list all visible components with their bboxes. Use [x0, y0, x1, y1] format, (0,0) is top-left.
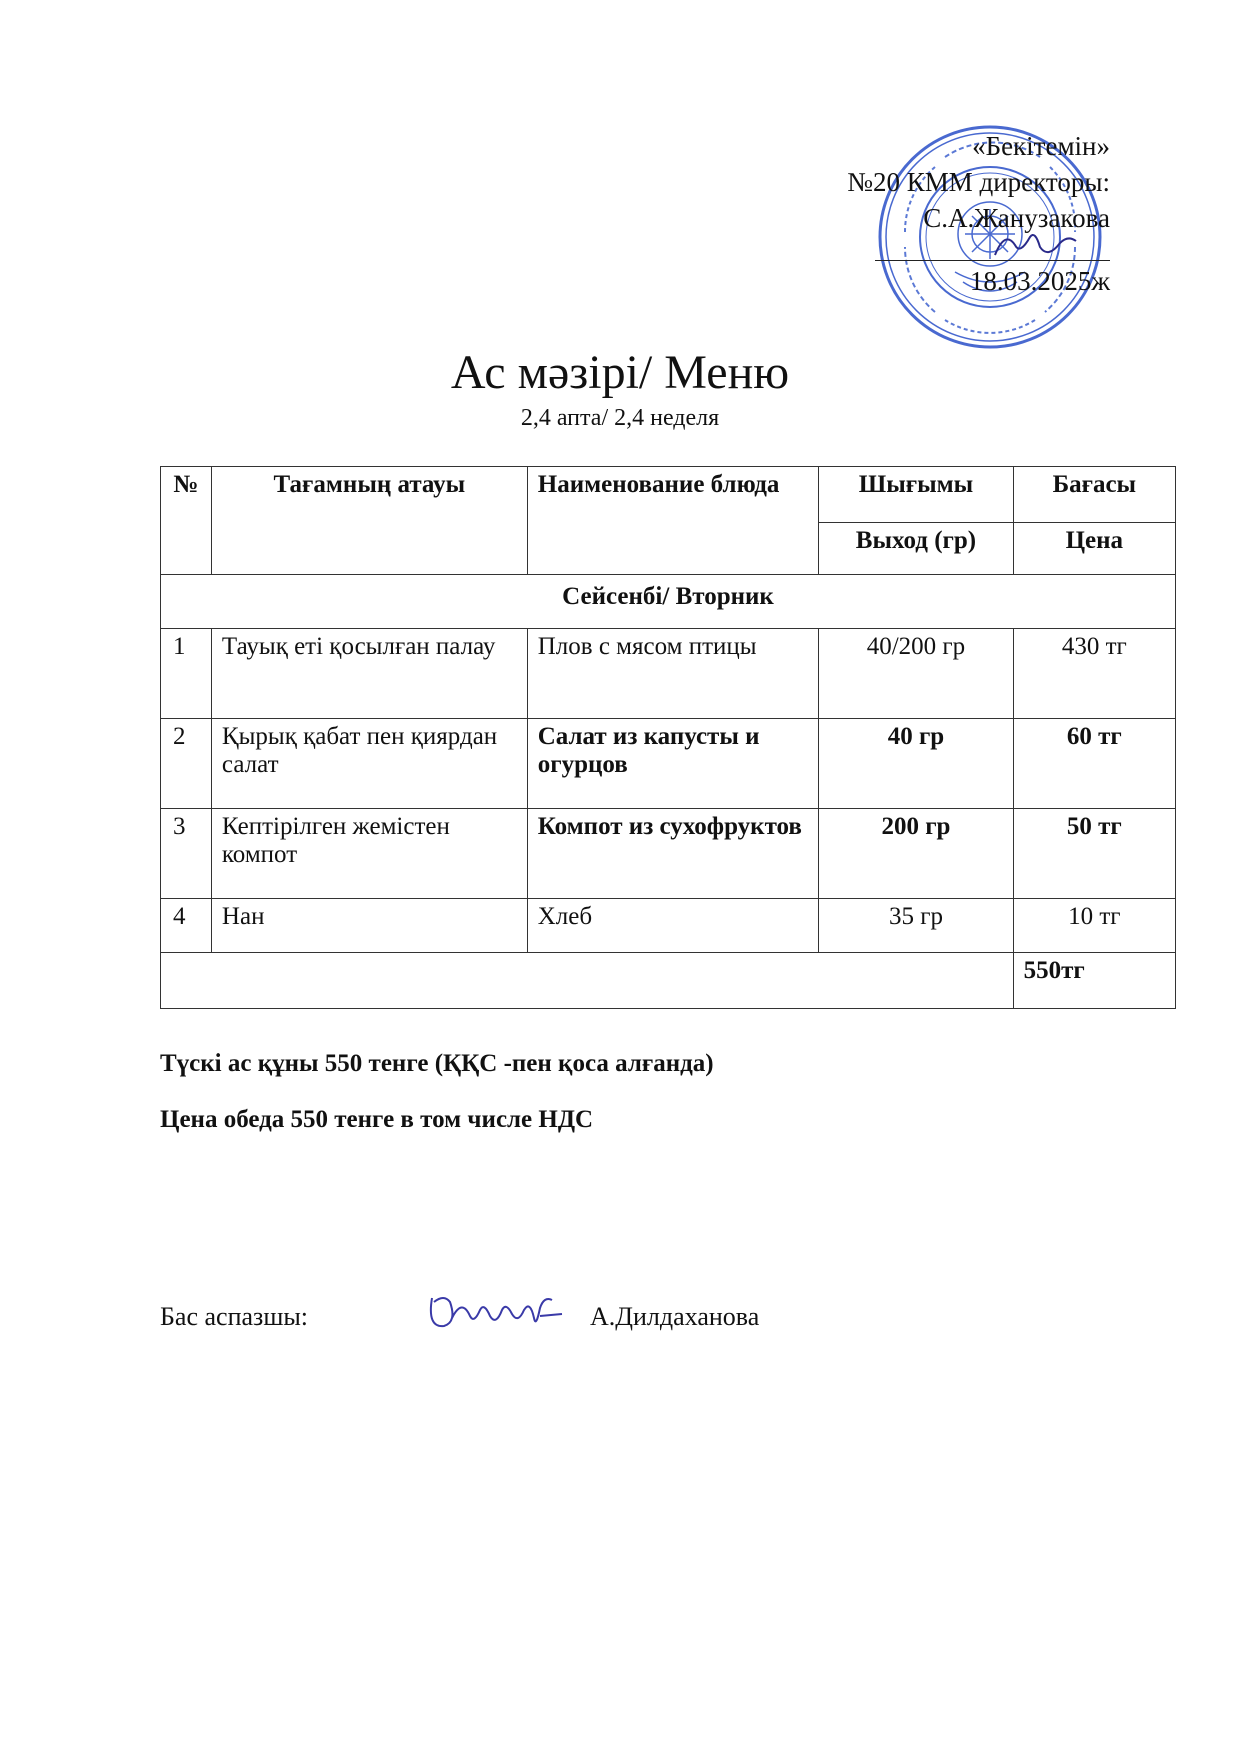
row-output: 40 гр [819, 719, 1013, 809]
header-num: № [161, 467, 212, 575]
approval-date: 18.03.2025ж [969, 266, 1110, 296]
row-name-kz: Қырық қабат пен қиярдан салат [211, 719, 527, 809]
row-price: 430 тг [1013, 629, 1175, 719]
page-title: Ас мәзірі/ Меню [450, 346, 790, 399]
total-empty-cell [161, 953, 1014, 1009]
header-name-kz: Тағамның атауы [211, 467, 527, 575]
row-num: 3 [161, 809, 212, 899]
chef-label: Бас аспазшы: [160, 1302, 309, 1331]
approval-block [820, 128, 1110, 299]
row-num: 2 [161, 719, 212, 809]
note-ru: Цена обеда 550 тенге в том числе НДС [160, 1106, 594, 1133]
chef-name: А.Дилдаханова [590, 1302, 760, 1331]
approval-position: №20 КММ директоры: [847, 167, 1110, 197]
table-row [161, 719, 1176, 809]
row-name-ru: Компот из сухофруктов [527, 809, 819, 899]
header-name-ru: Наименование блюда [527, 467, 819, 575]
header-output-ru: Выход (гр) [819, 523, 1013, 575]
row-output: 200 гр [819, 809, 1013, 899]
row-name-ru: Салат из капусты и огурцов [527, 719, 819, 809]
day-row [161, 575, 1176, 629]
table-row [161, 809, 1176, 899]
row-output: 40/200 гр [819, 629, 1013, 719]
price-notes [160, 1050, 714, 1162]
header-price-ru: Цена [1013, 523, 1175, 575]
row-num: 1 [161, 629, 212, 719]
total-price: 550тг [1013, 953, 1175, 1009]
table-header-row [161, 467, 1176, 523]
row-name-kz: Нан [211, 899, 527, 953]
row-num: 4 [161, 899, 212, 953]
row-output: 35 гр [819, 899, 1013, 953]
menu-table [160, 466, 1176, 1009]
total-row [161, 953, 1176, 1009]
row-price: 10 тг [1013, 899, 1175, 953]
table-row [161, 629, 1176, 719]
table-row [161, 899, 1176, 953]
row-name-kz: Тауық еті қосылған палау [211, 629, 527, 719]
page-subtitle: 2,4 апта/ 2,4 неделя [520, 405, 720, 431]
row-price: 60 тг [1013, 719, 1175, 809]
day-label: Сейсенбі/ Вторник [161, 575, 1176, 629]
row-name-ru: Плов с мясом птицы [527, 629, 819, 719]
chef-signature-icon [422, 1288, 572, 1338]
approval-name: С.А.Жанузакова [923, 203, 1110, 233]
header-price-kz: Бағасы [1013, 467, 1175, 523]
header-output-kz: Шығымы [819, 467, 1013, 523]
director-signature-icon [990, 225, 1080, 265]
approval-header: «Бекітемін» [972, 131, 1110, 161]
row-name-ru: Хлеб [527, 899, 819, 953]
note-kz: Түскі ас құны 550 тенге (ҚҚС -пен қоса алғанда) [160, 1050, 714, 1077]
row-name-kz: Кептірілген жемістен компот [211, 809, 527, 899]
row-price: 50 тг [1013, 809, 1175, 899]
